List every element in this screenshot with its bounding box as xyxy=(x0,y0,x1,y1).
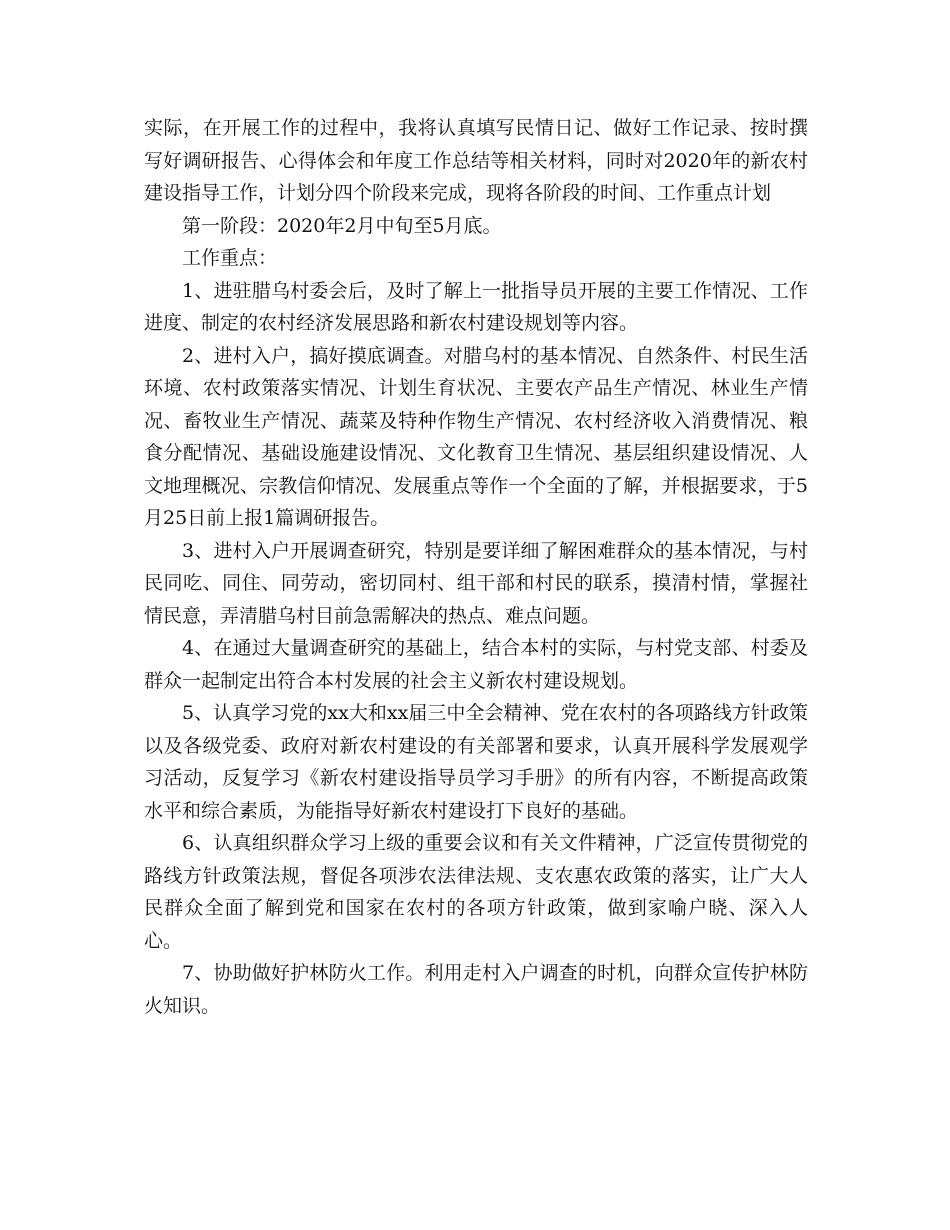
document-body xyxy=(144,112,808,1022)
paragraph-phase-one: 第一阶段：2020年2月中旬至5月底。 xyxy=(182,214,502,237)
paragraph-item-7: 7、协助做好护林防火工作。利用走村入户调查的时机，向群众宣传护林防火知识。 xyxy=(144,962,808,1017)
paragraph-item-3: 3、进村入户开展调查研究，特别是要详细了解困难群众的基本情况，与村民同吃、同住、同劳动，密切同村、组干部和村民的联系，摸清村情，掌握社情民意，弄清腊乌村目前急需解决的热点、难点问题。 xyxy=(144,539,808,627)
paragraph-work-focus-heading: 工作重点： xyxy=(182,247,278,269)
paragraph-item-5: 5、认真学习党的xx大和xx届三中全会精神、党在农村的各项路线方针政策以及各级党委、政府对新农村建设的有关部署和要求，认真开展科学发展观学习活动，反复学习《新农村建设指导员学习手册》的所有内容，不断提高政策水平和综合素质，为能指导好新农村建设打下良好的基础。 xyxy=(144,702,808,822)
paragraph-item-2: 2、进村入户，搞好摸底调查。对腊乌村的基本情况、自然条件、村民生活环境、农村政策落实情况、计划生育状况、主要农产品生产情况、林业生产情况、畜牧业生产情况、蔬菜及特种作物生产情况、农村经济收入消费情况、粮食分配情况、基础设施建设情况、文化教育卫生情况、基层组织建设情况、人文地理概况、宗教信仰情况、发展重点等作一个全面的了解，并根据要求，于5月25日前上报1篇调研报告。 xyxy=(144,344,808,529)
paragraph-intro: 实际，在开展工作的过程中，我将认真填写民情日记、做好工作记录、按时撰写好调研报告、心得体会和年度工作总结等相关材料，同时对2020年的新农村建设指导工作，计划分四个阶段来完成，现将各阶段的时间、工作重点计划 xyxy=(144,117,808,204)
paragraph-item-4: 4、在通过大量调查研究的基础上，结合本村的实际，与村党支部、村委及群众一起制定出符合本村发展的社会主义新农村建设规划。 xyxy=(144,637,808,692)
paragraph-item-6: 6、认真组织群众学习上级的重要会议和有关文件精神，广泛宣传贯彻党的路线方针政策法规，督促各项涉农法律法规、支农惠农政策的落实，让广大人民群众全面了解到党和国家在农村的各项方针政策，做到家喻户晓、深入人心。 xyxy=(144,832,808,952)
paragraph-item-1: 1、进驻腊乌村委会后，及时了解上一批指导员开展的主要工作情况、工作进度、制定的农村经济发展思路和新农村建设规划等内容。 xyxy=(144,279,808,334)
